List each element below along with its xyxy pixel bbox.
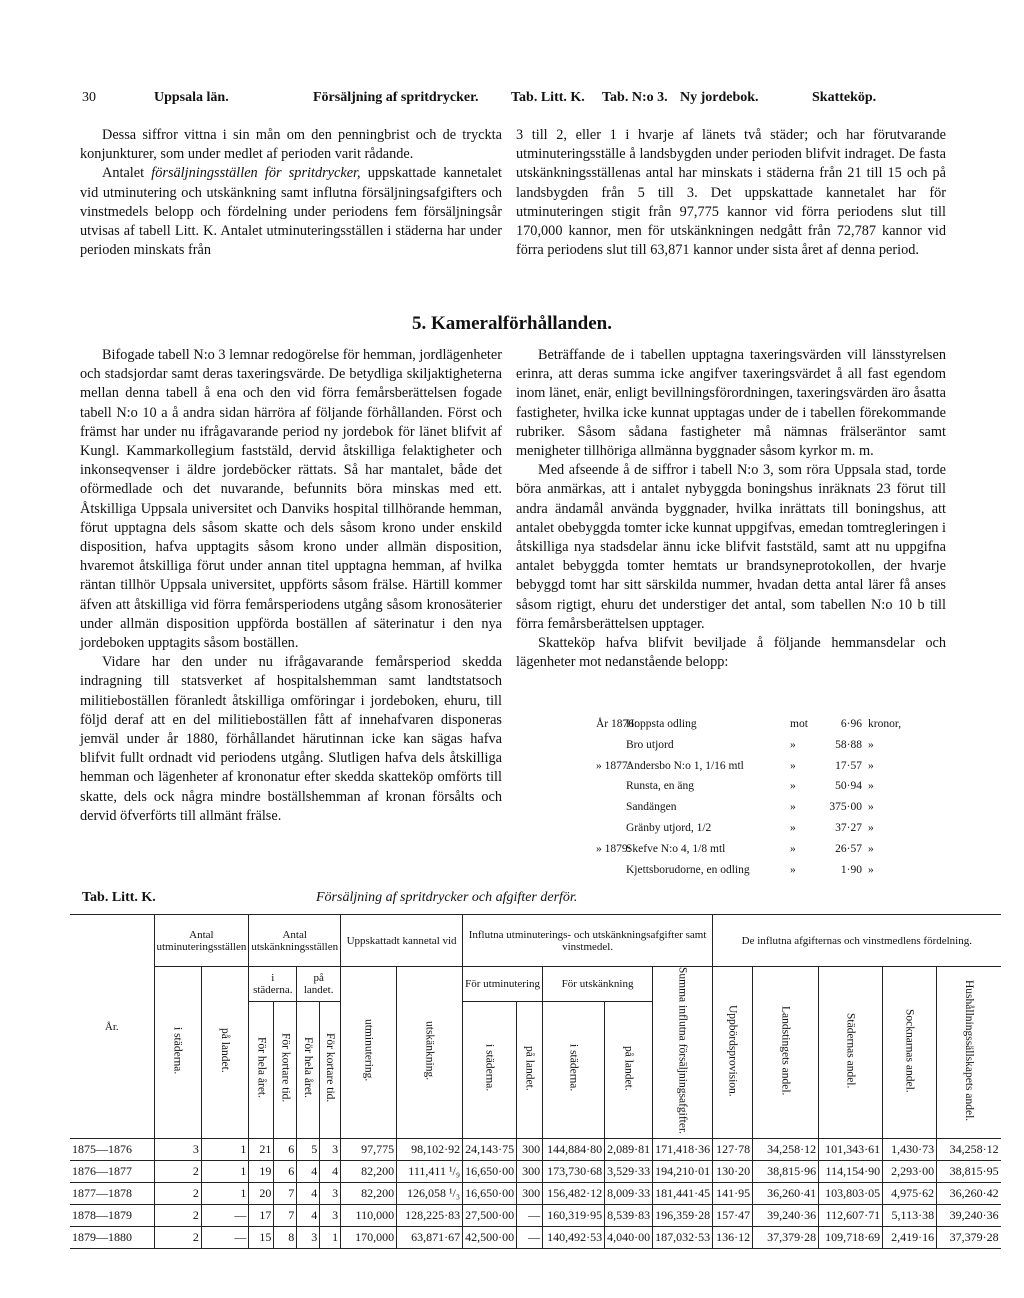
th-hushall: Hushållningssällskapets andel. (937, 967, 1001, 1139)
intro-right-column (516, 126, 946, 260)
th-utskank-land: på landet. (605, 1001, 653, 1138)
th-stad-hela: För hela året. (249, 1001, 274, 1138)
th-utskank-i-stad: i städerna. (249, 967, 297, 1002)
th-stad-kortare: För kortare tid. (274, 1001, 297, 1138)
th-utmin-stad: i städerna. (463, 1001, 517, 1138)
body-paragraph: Skatteköp hafva blifvit beviljade å följande hemmansdelar och lägenheter mot nedanstående belopp: (516, 635, 946, 671)
th-year: År. (70, 915, 154, 1139)
page-number: 30 (82, 90, 96, 105)
running-head-tab1: Tab. Litt. K. (511, 90, 585, 105)
ledger-row: Kjettsborudorne, en odling » 1·90 » (626, 863, 874, 876)
body-paragraph: Med afseende å de siffror i tabell N:o 3, som röra Uppsala stad, torde böra anmärkas, att i antalet nybyggda boningshus inräknats 23 förut till andra ändamål använda byggnader, hvilka inrättats till boningshus, att antalet obebyggda tomter icke kunnat uppgifvas, emedan tomtregleringen i åtskilliga nya stadsdelar ännu icke blifvit faststäld, samt att nu uppgifna antalet bebyggda tomter hemtats ur brandsyneprotokollen, der hvarje bebyggd tomt har sitt särskilda nummer, hvadan detta antal lärer få anses såsom rigtigt, ehuru det understiger det antal, som tabellen N:o 10 b till förra femårsberättelsen upptager. (516, 462, 946, 632)
th-stader: Städernas andel. (819, 967, 883, 1139)
th-kanne-utskank: utskänkning. (397, 967, 463, 1139)
th-uppbord: Uppbördsprovision. (713, 967, 753, 1139)
intro-paragraph-2: Antalet försäljningsställen för spritdrycker, uppskattade kannetalet vid utminutering och utskänkning samt influtna försäljningsafgifters och vinstmedels belopp och fördelning under periodens fem försäljningsår utvisas af tabell Litt. K. Antalet utminuteringsställen i städerna har under perioden minskats från (80, 165, 503, 259)
th-socknar: Socknarnas andel. (883, 967, 937, 1139)
running-head-tab2-topic2: Skatteköp. (812, 90, 877, 105)
th-utmin-landet: på landet. (201, 967, 248, 1139)
running-head-region: Uppsala län. (154, 90, 229, 105)
ledger-row: » 1879: Skefve N:o 4, 1/8 mtl » 26·57 » (596, 842, 874, 855)
table-caption: Försäljning af spritdrycker och afgifter derför. (316, 890, 578, 905)
running-head-topic: Försäljning af spritdrycker. (313, 90, 479, 105)
th-kanne-utmin: utminutering. (341, 967, 397, 1139)
th-land-kortare: För kortare tid. (320, 1001, 341, 1138)
intro-left-column (80, 126, 502, 260)
running-head-tab2-topic: Ny jordebok. (680, 90, 759, 105)
ledger-row: » 1877: Andersbo N:o 1, 1/16 mtl » 17·57 » (596, 759, 874, 772)
section-title: 5. Kameralförhållanden. (411, 313, 613, 334)
th-group-fordelning: De influtna afgifternas och vinstmedlens fördelning. (713, 915, 1001, 967)
th-utskank-stad: i städerna. (543, 1001, 605, 1138)
th-for-utskank: För utskänkning (543, 967, 653, 1002)
ledger-row: Gränby utjord, 1/2 » 37·27 » (626, 821, 874, 834)
table-row: 1879—1880 2 — 15 8 3 1 170,000 63,871·67 42,500·00 — 140,492·53 4,040·00 187,032·53 136·12 37,379·28 109,718·69 2,419·16 37,379·28 (70, 1227, 1001, 1249)
th-group-kanne: Uppskattadt kannetal vid (341, 915, 463, 967)
body-paragraph: Beträffande de i tabellen upptagna taxeringsvärden vill länsstyrelsen erinra, att deras summa icke angifver taxeringsvärdet å all fast egendom inom länet, enär, enligt bevillningsförordningen, taxeringsvärden äro åsatta fastigheter, hvilka icke kunnat upptagas under de i tabellen förekommande rubriker. Såsom sådana fastigheter må nämnas frälseräntor samt menigheter tillhöriga allmänna byggnader såsom kyrkor m. m. (516, 347, 946, 460)
th-landsting: Landstingets andel. (753, 967, 819, 1139)
th-land-hela: För hela året. (297, 1001, 320, 1138)
spirit-sales-table (70, 914, 1001, 1249)
skattekop-ledger (596, 714, 956, 880)
ledger-row: År 1876: Hoppsta odling mot 6·96 kronor, (596, 718, 902, 730)
th-utmin-staderna: i städerna. (154, 967, 201, 1139)
body-paragraph: Bifogade tabell N:o 3 lemnar redogörelse för hemman, jordlägenheter och stadsjordar samt deras taxeringsvärde. De betydliga skiljaktigheterna mellan denna tabell å ena och den vid förra femårsberättelsen fogade tabell N:o 10 a å andra sidan härröra af följande förhållanden. Först och främst har under nu ifrågavarande period ny jordebok för länet blifvit af Kungl. Kammarkollegium faststäld, dervid åtskilliga felaktigheter och inkonseqvenser i äldre jordeböcker rättats. Så har mantalet, både det oförmedlade och det nuvarande, befunnits böra minskas med ett. Åtskilliga Uppsala universitet och Danviks hospital tillhörande hemman, förut upptagna dels såsom skatte och dels såsom krono under enskild disposition, hafva upptagits såsom krono under allmän disposition, hvaremot åtskilliga förut under annan titel upptagna hemman, af hvilka räntan tillhör Uppsala universitet, uppförts såsom frälse. Härtill kommer äfven att åtskilliga vid förra femårsperiodens utgång såsom kronosäterier under allmän disposition uppförda boställen af säterinatur i den nya jordeboken upptagits såsom boställen. (80, 347, 502, 652)
th-for-utmin: För utminutering (463, 967, 543, 1002)
intro-paragraph-1: Dessa siffror vittna i sin mån om den penningbrist och de tryckta konjunkturer, som under medlet af perioden varit rådande. (80, 127, 502, 163)
th-group-utskank: Antal utskänkningsställen (249, 915, 341, 967)
th-group-utmin: Antal utminuteringsställen (154, 915, 249, 967)
table-row: 1876—1877 2 1 19 6 4 4 82,200 111,411 ¹/₉ 16,650·00 300 173,730·68 3,529·33 194,210·01 130·20 38,815·96 114,154·90 2,293·00 38,815·95 (70, 1161, 1001, 1183)
body-right-column (516, 346, 946, 672)
table-label: Tab. Litt. K. (82, 890, 156, 905)
body-paragraph: Vidare har den under nu ifrågavarande femårsperiod skedda indragning till statsverket af hospitalshemman samt landtstatsoch militieboställen föranledt åtskilliga omföringar i jordeboken, ehuru, till följd deraf att en del militieboställen fått af innehafvaren disponeras jemväl under år 1880, förhållandet härutinnan icke kan sägas hafva blifvit fullt ordnadt vid periodens utgång. Slutligen hafva dels åtskilliga hemman och lägenheter af krononatur efter skedda skatteköp omförts till skatte, dels ock några mindre boställshemman af kronan försålts och dervid öfverförts till allmänt frälse. (80, 654, 502, 824)
table-row: 1875—1876 3 1 21 6 5 3 97,775 98,102·92 24,143·75 300 144,884·80 2,089·81 171,418·36 127·78 34,258·12 101,343·61 1,430·73 34,258·12 (70, 1139, 1001, 1161)
table-row: 1877—1878 2 1 20 7 4 3 82,200 126,058 ¹/₃ 16,650·00 300 156,482·12 8,009·33 181,441·45 141·95 36,260·41 103,803·05 4,975·62 36,260·42 (70, 1183, 1001, 1205)
ledger-row: Sandängen » 375·00 » (626, 801, 874, 814)
ledger-row: Runsta, en äng » 50·94 » (626, 780, 874, 793)
th-utmin-land: på landet. (517, 1001, 543, 1138)
th-summa: Summa influtna försäljningsafgifter. (653, 967, 713, 1139)
table-row: 1878—1879 2 — 17 7 4 3 110,000 128,225·83 27,500·00 — 160,319·95 8,539·83 196,359·28 157·47 39,240·36 112,607·71 5,113·38 39,240·36 (70, 1205, 1001, 1227)
th-group-influtna: Influtna utminuterings- och utskänkningsafgifter samt vinstmedel. (463, 915, 713, 967)
intro-paragraph-3: 3 till 2, eller 1 i hvarje af länets två städer; och har förutvarande utminuteringsställe å landsbygden under perioden blifvit indraget. De fasta utskänkningsställenas antal har minskats i städerna från 21 till 15 och på landsbygden från 5 till 3. Det uppskattade kannetalet har för utminuteringen stigit från 97,775 kannor vid förra periodens slut till 170,000 kannor, men för utskänkningen nedgått från 72,787 kannor vid förra periodens slut till 63,871 kannor under sista året af denna period. (516, 127, 946, 259)
body-left-column (80, 346, 502, 826)
ledger-row: Bro utjord » 58·88 » (626, 738, 874, 751)
th-utskank-pa-land: på landet. (297, 967, 341, 1002)
running-head-tab2: Tab. N:o 3. (602, 90, 668, 105)
